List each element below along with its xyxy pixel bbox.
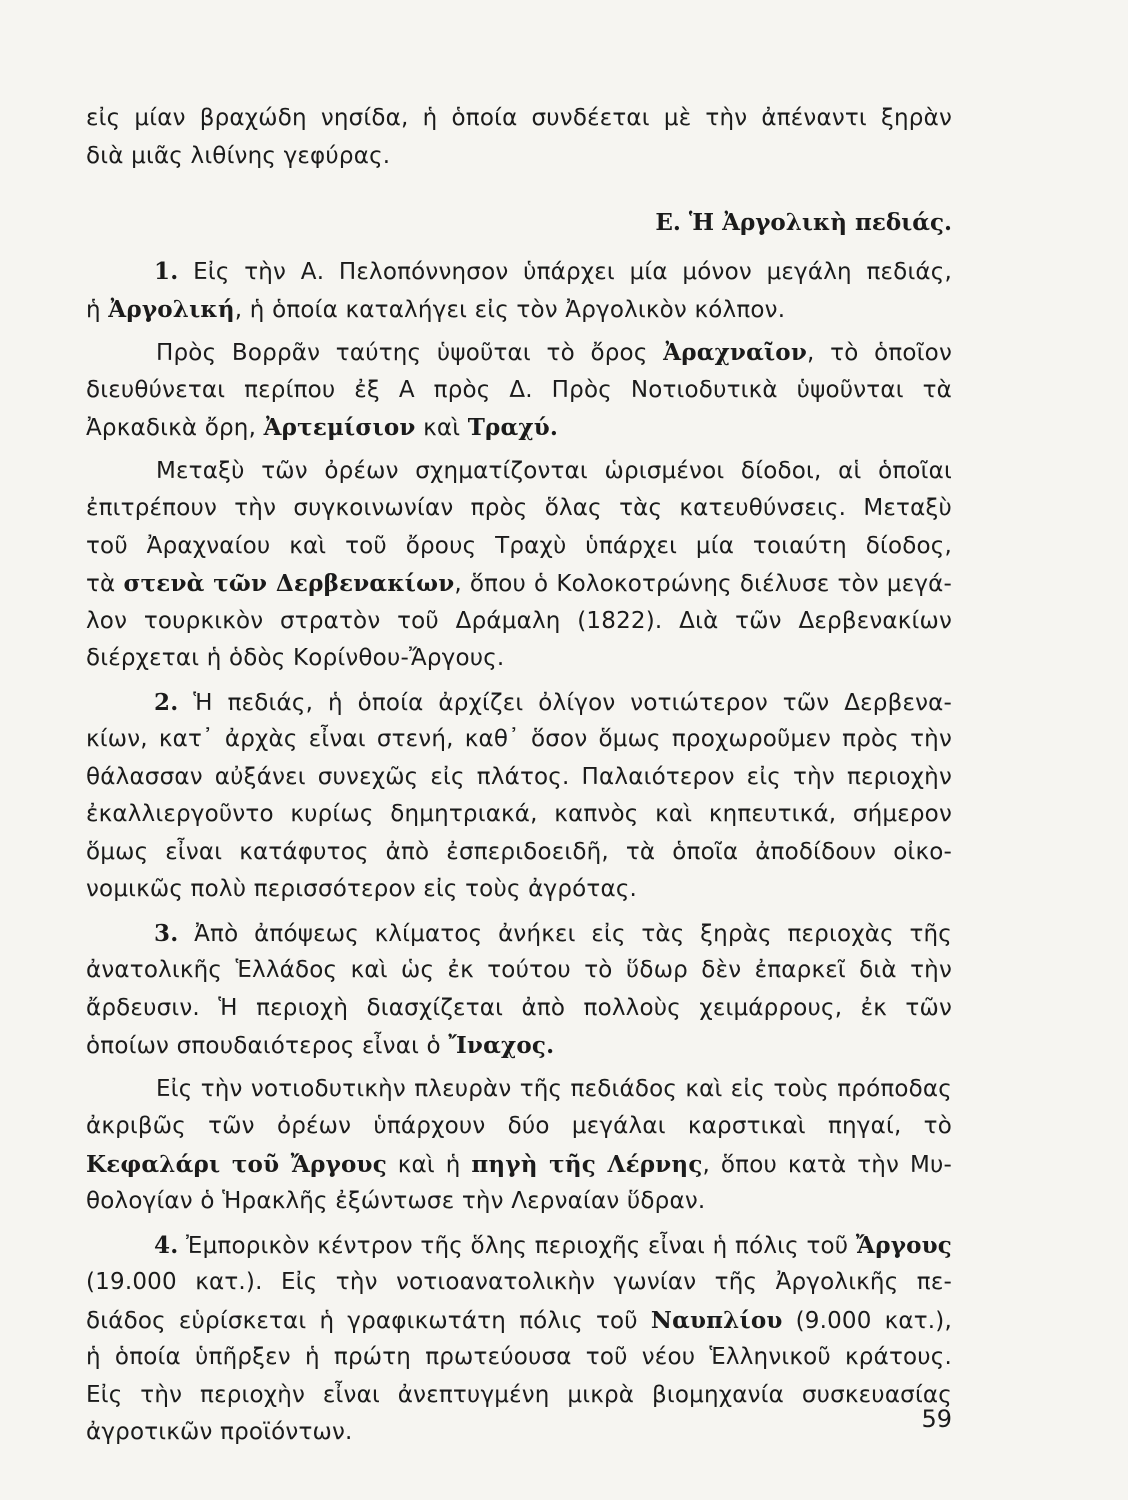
text-line: νομικῶς πολὺ περισσότερον εἰς τοὺς ἀγρότας.	[86, 876, 638, 902]
text-run: , ὅπου κατὰ τὴν Μυ-	[702, 1151, 952, 1178]
text-run: Εἰς τὴν Α. Πελοπόννησον ὑπάρχει μία μόνον μεγάλη πεδιάς,	[193, 259, 952, 285]
text-line	[86, 915, 952, 953]
text-line: θολογίαν ὁ Ἡρακλῆς ἐξώντωσε τὴν Λερναίαν ὕδραν.	[86, 1188, 706, 1214]
text-line: ἐκαλλιεργοῦντο κυρίως δημητριακά, καπνὸς καὶ κηπευτικά, σήμερον	[86, 801, 952, 827]
text-line	[86, 1146, 952, 1184]
text-line: κίων, κατ᾽ ἀρχὰς εἶναι στενή, καθ᾽ ὅσον ὅμως προχωροῦμεν πρὸς τὴν	[86, 726, 952, 752]
page-number: 59	[921, 1405, 952, 1433]
bold-term: Τραχύ.	[467, 414, 559, 441]
page-body	[86, 100, 952, 1452]
text-run: ὁποίων σπουδαιότερος εἶναι ὁ	[86, 1033, 449, 1059]
text-run: Ἀπὸ ἀπόψεως κλίματος ἀνήκει εἰς τὰς ξηρὰς περιοχὰς τῆς	[194, 920, 952, 947]
bold-term: Ναυπλίου	[650, 1306, 783, 1334]
text-run: καὶ ἡ	[386, 1151, 472, 1178]
text-line	[86, 565, 952, 603]
text-line	[86, 1027, 952, 1065]
bold-term: Ἀργολική	[108, 295, 235, 323]
text-line	[86, 1227, 952, 1265]
text-run: (9.000 κατ.),	[782, 1307, 952, 1334]
text-line	[86, 1302, 952, 1340]
text-line: τοῦ Ἀραχναίου καὶ τοῦ ὄρους Τραχὺ ὑπάρχει μία τοιαύτη δίοδος,	[86, 532, 952, 559]
section-heading: Ε. Ἡ Ἀργολικὴ πεδιάς.	[655, 209, 952, 236]
text-line: εἰς μίαν βραχώδη νησίδα, ἡ ὁποία συνδέεται μὲ τὴν ἀπέναντι ξηρὰν	[86, 105, 952, 131]
text-line: Εἰς τὴν περιοχὴν εἶναι ἀνεπτυγμένη μικρὰ βιομηχανία συσκευασίας	[86, 1381, 952, 1408]
text-line: Μεταξὺ τῶν ὀρέων σχηματίζονται ὡρισμένοι δίοδοι, αἱ ὁποῖαι	[156, 457, 952, 484]
text-run: , ἡ ὁποία καταλήγει εἰς τὸν Ἀργολικὸν κόλπον.	[234, 296, 786, 323]
text-line: θάλασσαν αὐξάνει συνεχῶς εἰς πλάτος. Παλαιότερον εἰς τὴν περιοχὴν	[86, 763, 952, 790]
text-line: διέρχεται ἡ ὁδὸς Κορίνθου-Ἄργους.	[86, 645, 505, 671]
text-line: (19.000 κατ.). Εἰς τὴν νοτιοανατολικὴν γωνίαν τῆς Ἀργολικῆς πε-	[86, 1269, 952, 1295]
text-line	[86, 253, 952, 291]
text-line	[86, 684, 952, 722]
bold-term: Ἄργους	[855, 1231, 953, 1259]
bold-term: Κεφαλάρι τοῦ Ἄργους	[86, 1150, 387, 1178]
bold-term: Ἴναχος.	[448, 1032, 555, 1059]
text-run: , τὸ ὁποῖον	[807, 340, 952, 366]
text-line: Εἰς τὴν νοτιοδυτικὴν πλευρὰν τῆς πεδιάδος καὶ εἰς τοὺς πρόποδας	[156, 1075, 952, 1102]
paragraph-number: 4.	[154, 1231, 179, 1259]
bold-term: Ἀρτεμίσιον	[263, 414, 416, 441]
text-run: Ἀρκαδικὰ ὄρη,	[86, 415, 264, 441]
text-run: τὰ	[86, 571, 124, 597]
text-run: ἡ	[86, 296, 109, 323]
text-run: καὶ	[415, 415, 468, 441]
text-run: Πρὸς Βορρᾶν ταύτης ὑψοῦται τὸ ὄρος	[156, 340, 664, 366]
paragraph-number: 3.	[154, 919, 179, 947]
bold-term: πηγὴ τῆς Λέρνης	[471, 1150, 703, 1178]
text-line: διὰ μιᾶς λιθίνης γεφύρας.	[86, 142, 391, 169]
text-line: ἀγροτικῶν προϊόντων.	[86, 1419, 353, 1445]
text-line: ἀκριβῶς τῶν ὀρέων ὑπάρχουν δύο μεγάλαι καρστικαὶ πηγαί, τὸ	[86, 1113, 952, 1139]
text-run: Ἐμπορικὸν κέντρον τῆς ὅλης περιοχῆς εἶναι ἡ πόλις τοῦ	[186, 1232, 856, 1259]
text-line: λον τουρκικὸν στρατὸν τοῦ Δράμαλη (1822). Διὰ τῶν Δερβενακίων	[86, 607, 952, 634]
text-line: ἄρδευσιν. Ἡ περιοχὴ διασχίζεται ἀπὸ πολλοὺς χειμάρρους, ἐκ τῶν	[86, 994, 952, 1021]
text-line: ἡ ὁποία ὑπῆρξεν ἡ πρώτη πρωτεύουσα τοῦ νέου Ἑλληνικοῦ κράτους.	[86, 1344, 952, 1370]
bold-term: στενὰ τῶν Δερβενακίων	[123, 570, 455, 597]
text-line: ἐπιτρέπουν τὴν συγκοινωνίαν πρὸς ὅλας τὰς κατευθύνσεις. Μεταξὺ	[86, 495, 952, 521]
text-line	[86, 291, 952, 329]
text-run: διάδος εὑρίσκεται ἡ γραφικωτάτη πόλις τοῦ	[86, 1307, 651, 1334]
text-run: Ἡ πεδιάς, ἡ ὁποία ἀρχίζει ὀλίγον νοτιώτερον τῶν Δερβενα-	[193, 689, 952, 716]
paragraph-number: 2.	[154, 688, 179, 716]
text-line	[86, 409, 952, 447]
text-line: ὅμως εἶναι κατάφυτος ἀπὸ ἐσπεριδοειδῆ, τὰ ὁποῖα ἀποδίδουν οἰκο-	[86, 838, 952, 865]
paragraph-number: 1.	[154, 258, 179, 285]
text-line	[86, 334, 952, 372]
bold-term: Ἀραχναῖον	[663, 339, 808, 366]
text-line: ἀνατολικῆς Ἑλλάδος καὶ ὡς ἐκ τούτου τὸ ὕδωρ δὲν ἐπαρκεῖ διὰ τὴν	[86, 957, 952, 983]
text-run: , ὅπου ὁ Κολοκοτρώνης διέλυσε τὸν μεγά-	[454, 571, 953, 597]
text-line: διευθύνεται περίπου ἐξ Α πρὸς Δ. Πρὸς Νοτιοδυτικὰ ὑψοῦνται τὰ	[86, 376, 952, 403]
